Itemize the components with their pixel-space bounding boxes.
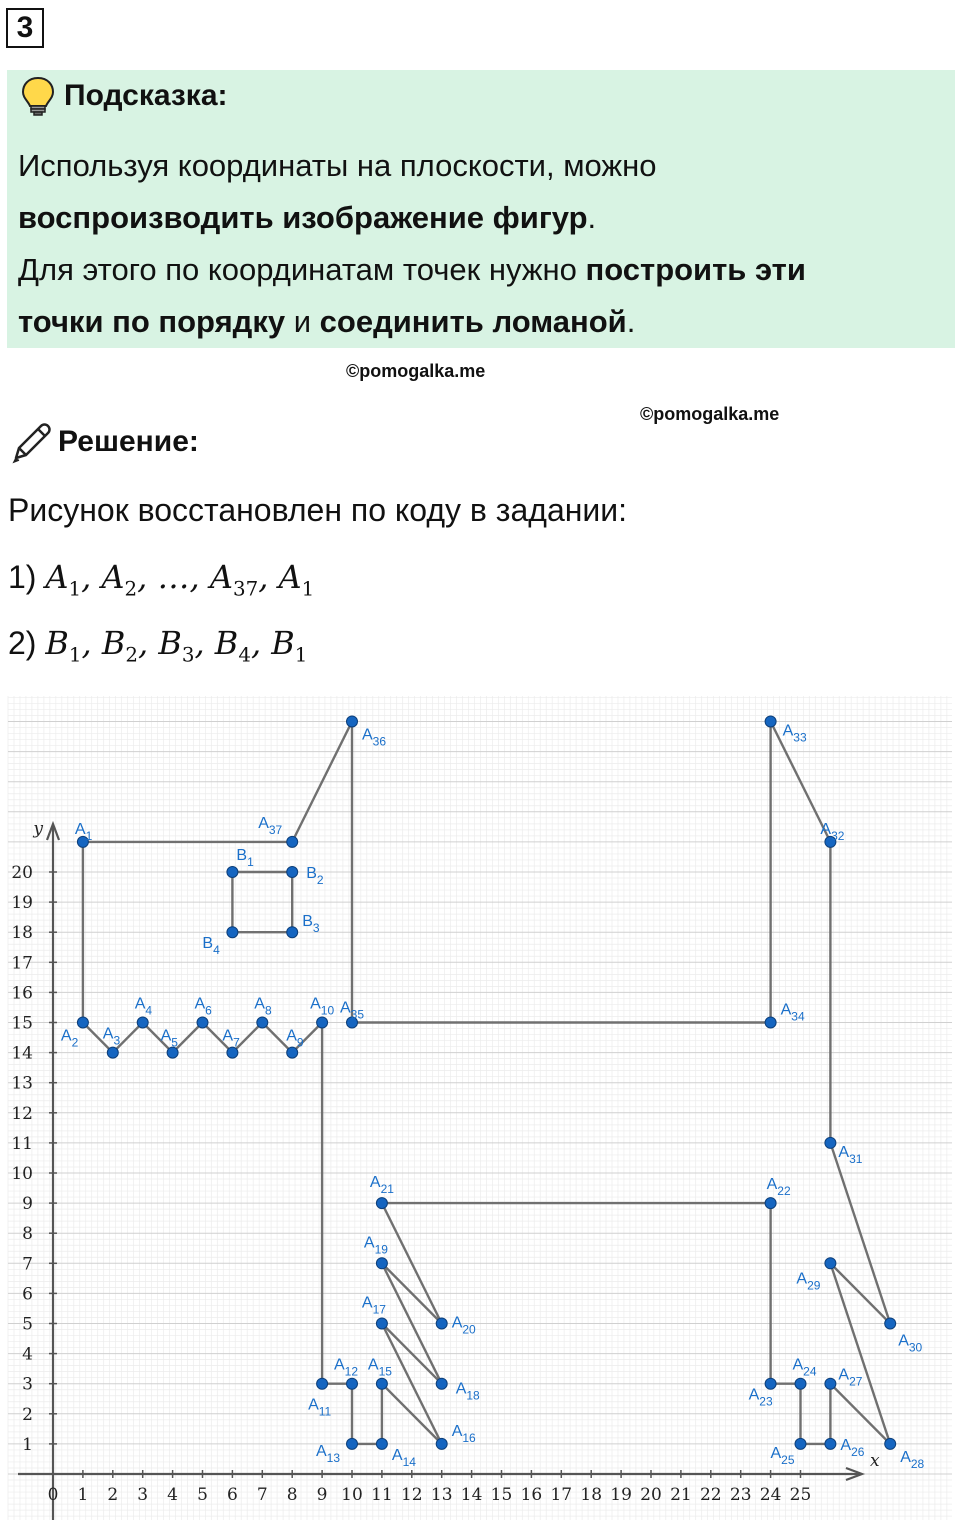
point-label-A9: $A_9$ xyxy=(286,1027,304,1050)
point-A36 xyxy=(347,716,358,727)
y-tick-label: 7 xyxy=(22,1254,33,1275)
point-A18 xyxy=(436,1378,447,1389)
x-tick-label: 14 xyxy=(460,1485,483,1505)
y-tick-label: 8 xyxy=(22,1224,33,1245)
hint-bold-3: точки по порядку xyxy=(18,304,286,339)
point-label-A8: $A_8$ xyxy=(254,995,272,1018)
y-tick-label: 11 xyxy=(11,1133,33,1154)
sequence-1 xyxy=(8,558,314,600)
point-label-A16: $A_{16}$ xyxy=(451,1422,476,1445)
point-label-B2: $B_2$ xyxy=(306,865,324,887)
y-tick-label: 17 xyxy=(11,953,33,974)
hint-line-1: Используя координаты на плоскости, можно xyxy=(18,148,657,183)
point-A22 xyxy=(765,1198,776,1209)
solution-text: Рисунок восстановлен по коду в задании: xyxy=(8,492,628,528)
x-tick-label: 17 xyxy=(550,1485,573,1505)
x-tick-label: 16 xyxy=(520,1485,543,1505)
point-A25 xyxy=(795,1438,806,1449)
y-tick-label: 9 xyxy=(22,1194,33,1215)
x-tick-label: 22 xyxy=(699,1485,722,1505)
x-tick-label: 0 xyxy=(47,1485,59,1505)
point-label-A11: $A_{11}$ xyxy=(308,1396,332,1419)
point-label-A36: $A_{36}$ xyxy=(362,726,387,749)
hint-title-text: Подсказка: xyxy=(64,79,228,112)
point-label-A13: $A_{13}$ xyxy=(316,1442,341,1465)
sequence-1-prefix: 1) xyxy=(8,559,37,595)
point-A27 xyxy=(825,1378,836,1389)
point-A10 xyxy=(317,1017,328,1028)
watermark-2: ©pomogalka.me xyxy=(640,404,780,424)
x-tick-label: 3 xyxy=(137,1485,149,1505)
point-label-A26: $A_{26}$ xyxy=(840,1436,865,1459)
point-label-A12: $A_{12}$ xyxy=(334,1356,359,1379)
point-A23 xyxy=(765,1378,776,1389)
y-axis-label: y xyxy=(33,819,43,839)
point-A12 xyxy=(347,1378,358,1389)
hint-line-2 xyxy=(18,200,596,236)
point-label-A33: $A_{33}$ xyxy=(782,722,807,745)
pencil-icon xyxy=(10,420,52,464)
point-label-A7: $A_7$ xyxy=(222,1027,240,1050)
hint-period-2: . xyxy=(626,304,636,339)
point-A31 xyxy=(825,1137,836,1148)
sequence-2 xyxy=(8,624,307,666)
y-tick-label: 3 xyxy=(22,1374,33,1395)
point-label-A22: $A_{22}$ xyxy=(766,1176,791,1199)
x-tick-label: 21 xyxy=(670,1485,692,1505)
point-A8 xyxy=(257,1017,268,1028)
x-tick-label: 23 xyxy=(729,1485,752,1505)
x-tick-label: 1 xyxy=(77,1485,89,1505)
point-label-A5: $A_5$ xyxy=(160,1027,178,1050)
hint-bold-4: соединить ломаной xyxy=(319,304,627,339)
point-A28 xyxy=(885,1438,896,1449)
hint-bold-1: воспроизводить изображение фигур xyxy=(18,200,588,235)
point-label-A31: $A_{31}$ xyxy=(838,1143,863,1166)
x-tick-label: 12 xyxy=(400,1485,423,1505)
y-tick-label: 10 xyxy=(11,1164,33,1184)
point-label-A20: $A_{20}$ xyxy=(451,1314,476,1337)
y-tick-label: 15 xyxy=(11,1013,33,1034)
hint-line-4 xyxy=(18,304,635,340)
y-tick-label: 16 xyxy=(11,983,33,1004)
point-label-A2: $A_2$ xyxy=(60,1027,79,1050)
x-tick-label: 4 xyxy=(167,1485,179,1505)
x-tick-label: 9 xyxy=(316,1485,328,1505)
point-A15 xyxy=(376,1378,387,1389)
point-B2 xyxy=(287,867,298,878)
hint-period-1: . xyxy=(587,200,597,235)
point-A14 xyxy=(376,1438,387,1449)
point-label-A3: $A_3$ xyxy=(102,1025,121,1048)
point-A17 xyxy=(376,1318,387,1329)
point-A6 xyxy=(197,1017,208,1028)
y-tick-label: 14 xyxy=(11,1043,33,1064)
point-label-A19: $A_{19}$ xyxy=(363,1234,388,1257)
point-A29 xyxy=(825,1258,836,1269)
y-tick-label: 2 xyxy=(22,1404,33,1425)
y-tick-label: 13 xyxy=(11,1073,33,1094)
sequence-1-formula: $A_1$, $A_2$, …, $A_{37}$, $A_1$ xyxy=(45,558,315,601)
point-A33 xyxy=(765,716,776,727)
point-label-B4: $B_4$ xyxy=(202,935,220,958)
point-A19 xyxy=(376,1258,387,1269)
point-label-A27: $A_{27}$ xyxy=(838,1366,863,1389)
point-label-A34: $A_{34}$ xyxy=(780,1001,805,1024)
watermark-1: ©pomogalka.me xyxy=(346,361,486,381)
x-tick-label: 20 xyxy=(640,1485,662,1505)
point-label-A17: $A_{17}$ xyxy=(361,1294,386,1317)
y-tick-label: 12 xyxy=(11,1103,33,1124)
point-B4 xyxy=(227,927,238,938)
x-tick-label: 11 xyxy=(371,1485,393,1505)
solution-title-text: Решение: xyxy=(58,425,199,458)
coordinate-plot xyxy=(0,690,960,1524)
x-tick-label: 2 xyxy=(107,1485,119,1505)
point-label-B1: $B_1$ xyxy=(236,847,254,869)
point-label-B3: $B_3$ xyxy=(302,913,320,936)
x-tick-label: 7 xyxy=(256,1485,268,1505)
x-tick-label: 19 xyxy=(610,1485,632,1505)
point-A26 xyxy=(825,1438,836,1449)
point-label-A15: $A_{15}$ xyxy=(367,1356,392,1379)
point-label-A32: $A_{32}$ xyxy=(820,820,845,843)
point-label-A1: $A_1$ xyxy=(74,820,93,843)
point-label-A21: $A_{21}$ xyxy=(369,1174,394,1197)
x-tick-label: 18 xyxy=(580,1485,603,1505)
point-label-A4: $A_4$ xyxy=(134,995,153,1018)
solution-title xyxy=(10,420,199,464)
point-A30 xyxy=(885,1318,896,1329)
point-label-A25: $A_{25}$ xyxy=(770,1444,795,1467)
point-A37 xyxy=(287,836,298,847)
y-tick-label: 4 xyxy=(22,1344,33,1365)
point-A11 xyxy=(317,1378,328,1389)
point-label-A37: $A_{37}$ xyxy=(258,814,283,837)
point-label-A14: $A_{14}$ xyxy=(391,1446,416,1469)
sequence-2-prefix: 2) xyxy=(8,625,37,661)
lightbulb-icon xyxy=(20,76,56,116)
x-tick-label: 24 xyxy=(759,1485,782,1505)
hint-and: и xyxy=(285,304,320,339)
x-tick-label: 25 xyxy=(789,1485,812,1505)
point-A16 xyxy=(436,1438,447,1449)
y-tick-label: 6 xyxy=(22,1284,33,1305)
hint-title xyxy=(20,76,228,116)
x-axis-label: x xyxy=(870,1451,880,1471)
point-label-A10: $A_{10}$ xyxy=(310,995,335,1018)
point-A21 xyxy=(376,1198,387,1209)
sequence-2-formula: $B_1$, $B_2$, $B_3$, $B_4$, $B_1$ xyxy=(45,624,308,667)
point-label-A28: $A_{28}$ xyxy=(900,1448,925,1471)
point-B1 xyxy=(227,867,238,878)
y-tick-label: 20 xyxy=(11,863,33,883)
point-label-A23: $A_{23}$ xyxy=(748,1386,773,1409)
point-A20 xyxy=(436,1318,447,1329)
point-label-A35: $A_{35}$ xyxy=(340,999,365,1022)
point-A4 xyxy=(137,1017,148,1028)
point-label-A29: $A_{29}$ xyxy=(796,1270,821,1293)
point-label-A24: $A_{24}$ xyxy=(792,1356,817,1379)
point-A3 xyxy=(107,1047,118,1058)
point-A34 xyxy=(765,1017,776,1028)
point-label-A30: $A_{30}$ xyxy=(898,1332,923,1355)
point-label-A18: $A_{18}$ xyxy=(455,1380,480,1403)
y-tick-label: 5 xyxy=(22,1314,33,1335)
x-tick-label: 5 xyxy=(197,1485,208,1505)
point-A24 xyxy=(795,1378,806,1389)
hint-text-3: Для этого по координатам точек нужно xyxy=(18,252,586,287)
point-label-A6: $A_6$ xyxy=(194,995,212,1018)
y-tick-label: 19 xyxy=(11,893,33,914)
x-tick-label: 10 xyxy=(341,1485,363,1505)
y-tick-label: 18 xyxy=(11,923,33,944)
y-tick-label: 1 xyxy=(22,1434,33,1455)
plot-grid xyxy=(8,696,952,1520)
hint-bold-2: построить эти xyxy=(585,252,806,287)
x-tick-label: 15 xyxy=(490,1485,513,1505)
point-B3 xyxy=(287,927,298,938)
point-A2 xyxy=(77,1017,88,1028)
x-tick-label: 13 xyxy=(430,1485,453,1505)
point-A13 xyxy=(347,1438,358,1449)
hint-line-3 xyxy=(18,252,806,288)
x-tick-label: 6 xyxy=(226,1485,238,1505)
x-tick-label: 8 xyxy=(286,1485,298,1505)
task-number: 3 xyxy=(6,8,44,48)
